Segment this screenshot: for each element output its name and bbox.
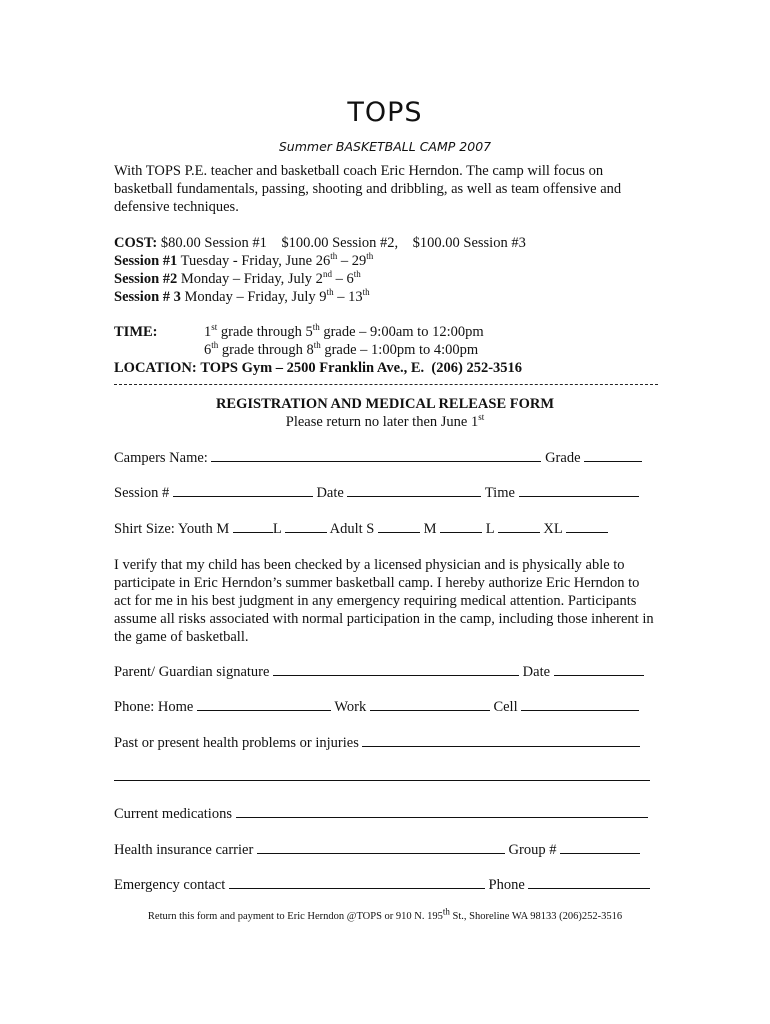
adult-m-label: M	[423, 521, 437, 537]
ordinal-suffix: th	[313, 340, 321, 351]
parent-signature-label: Parent/ Guardian signature	[114, 664, 270, 680]
time-field[interactable]	[519, 484, 639, 497]
session-end: – 13	[333, 289, 363, 305]
time-line-1	[204, 323, 484, 341]
form-heading-text: REGISTRATION AND MEDICAL RELEASE FORM	[215, 396, 555, 412]
session-end: – 29	[337, 253, 367, 269]
time-line-2	[204, 341, 478, 359]
emergency-contact-field[interactable]	[229, 876, 485, 889]
grade-number: 1	[204, 324, 212, 340]
session-field[interactable]	[173, 484, 313, 497]
grade-range: grade through 5	[217, 324, 313, 340]
signature-date-label: Date	[522, 664, 551, 680]
session-3-line	[114, 288, 370, 306]
phone-cell-label: Cell	[493, 699, 518, 715]
verification-paragraph: I verify that my child has been checked by a licensed physician and is physically able to participate in Eric Herndon’s summer basketball camp. I hereby authorize Eric Herndon to act for me in his best judgment in any emergency requiring medical attention. Participants assume all risks associated with normal participation in the camp, including those inherent in the game of basketball.	[114, 557, 654, 645]
health-problems-field-continued[interactable]	[114, 780, 650, 781]
campers-name-field[interactable]	[211, 449, 541, 462]
form-heading	[0, 395, 770, 413]
footer-text-end: St., Shoreline WA 98133 (206)252-3516	[449, 911, 623, 922]
ordinal-suffix: th	[211, 340, 219, 351]
phone-home-field[interactable]	[197, 698, 331, 711]
health-problems-label: Past or present health problems or injuries	[114, 735, 359, 751]
health-problems-field[interactable]	[362, 734, 640, 747]
grade-field[interactable]	[584, 449, 642, 462]
grade-label: Grade	[545, 450, 581, 466]
insurance-field[interactable]	[257, 841, 505, 854]
youth-l-label: L	[272, 521, 282, 537]
health-problems-row	[114, 734, 640, 752]
adult-xl-label: XL	[543, 521, 563, 537]
time-label-text: TIME:	[114, 324, 158, 340]
phone-work-label: Work	[334, 699, 367, 715]
signature-date-field[interactable]	[554, 663, 644, 676]
location-line	[114, 359, 522, 377]
page-title: TOPS	[347, 97, 423, 128]
session-label: Session # 3	[114, 289, 181, 305]
session-1-line	[114, 252, 373, 270]
youth-m-field[interactable]	[233, 520, 273, 533]
phone-work-field[interactable]	[370, 698, 490, 711]
youth-l-field[interactable]	[285, 520, 327, 533]
session-dates: Tuesday - Friday, June 26	[180, 253, 331, 269]
campers-name-label: Campers Name:	[114, 450, 208, 466]
ordinal-suffix: nd	[322, 269, 332, 280]
campers-name-row	[114, 449, 642, 467]
session-row	[114, 484, 639, 502]
emergency-contact-label: Emergency contact	[114, 877, 226, 893]
grade-range: grade through 8	[218, 342, 314, 358]
location-label: LOCATION:	[114, 360, 197, 376]
phone-cell-field[interactable]	[521, 698, 639, 711]
grade-number: 6	[204, 342, 212, 358]
adult-m-field[interactable]	[440, 520, 482, 533]
ordinal-suffix: th	[330, 251, 338, 262]
session-label: Session #	[114, 485, 170, 501]
session-end: – 6	[331, 271, 354, 287]
ordinal-suffix: th	[353, 269, 361, 280]
phone-row	[114, 698, 639, 716]
ordinal-suffix: th	[326, 287, 334, 298]
time-field-label: Time	[484, 485, 515, 501]
session-dates: Monday – Friday, July 2	[180, 271, 323, 287]
session-label: Session #2	[114, 271, 178, 287]
parent-signature-field[interactable]	[273, 663, 519, 676]
ordinal-suffix: th	[442, 906, 450, 917]
medications-row	[114, 805, 648, 823]
footer-text: Return this form and payment to Eric Herndon @TOPS or 910 N. 195	[147, 911, 443, 922]
group-label: Group #	[508, 842, 557, 858]
intro-paragraph: With TOPS P.E. teacher and basketball coach Eric Herndon. The camp will focus on basketball fundamentals, passing, shooting and dribbling, as well as team offensive and defensive techniques.	[114, 163, 622, 215]
cost-line	[114, 234, 526, 252]
insurance-row	[114, 841, 640, 859]
shirt-size-row	[114, 520, 608, 538]
ordinal-suffix: th	[312, 322, 320, 333]
cut-line-divider	[114, 384, 658, 385]
insurance-label: Health insurance carrier	[114, 842, 254, 858]
group-field[interactable]	[560, 841, 640, 854]
return-note	[0, 413, 770, 431]
phone-home-label: Phone: Home	[114, 699, 194, 715]
ordinal-suffix: th	[366, 251, 374, 262]
session-2-line	[114, 270, 361, 288]
parent-signature-row	[114, 663, 644, 681]
ordinal-suffix: st	[211, 322, 218, 333]
session-dates: Monday – Friday, July 9	[184, 289, 327, 305]
adult-l-label: L	[485, 521, 495, 537]
time-range: grade – 9:00am to 12:00pm	[319, 324, 484, 340]
session-label: Session #1	[114, 253, 178, 269]
adult-xl-field[interactable]	[566, 520, 608, 533]
time-range: grade – 1:00pm to 4:00pm	[320, 342, 479, 358]
page-subtitle: Summer BASKETBALL CAMP 2007	[278, 139, 492, 154]
return-note-text: Please return no later then June 1	[285, 414, 479, 430]
return-address-footer	[0, 908, 770, 926]
cost-text: $80.00 Session #1 $100.00 Session #2, $100.00 Session #3	[160, 235, 526, 251]
location-text: TOPS Gym – 2500 Franklin Ave., E. (206) 252-3516	[200, 360, 523, 376]
emergency-phone-label: Phone	[488, 877, 525, 893]
emergency-phone-field[interactable]	[528, 876, 650, 889]
ordinal-suffix: th	[362, 287, 370, 298]
time-label	[114, 323, 158, 341]
date-label: Date	[316, 485, 344, 501]
cost-label: COST:	[114, 235, 158, 251]
medications-field[interactable]	[236, 805, 648, 818]
medications-label: Current medications	[114, 806, 232, 822]
adult-l-field[interactable]	[498, 520, 540, 533]
shirt-youth-m-label: Shirt Size: Youth M	[114, 521, 230, 537]
ordinal-suffix: st	[478, 412, 485, 423]
emergency-contact-row	[114, 876, 650, 894]
adult-s-field[interactable]	[378, 520, 420, 533]
date-field[interactable]	[347, 484, 481, 497]
adult-s-label: Adult S	[329, 521, 375, 537]
